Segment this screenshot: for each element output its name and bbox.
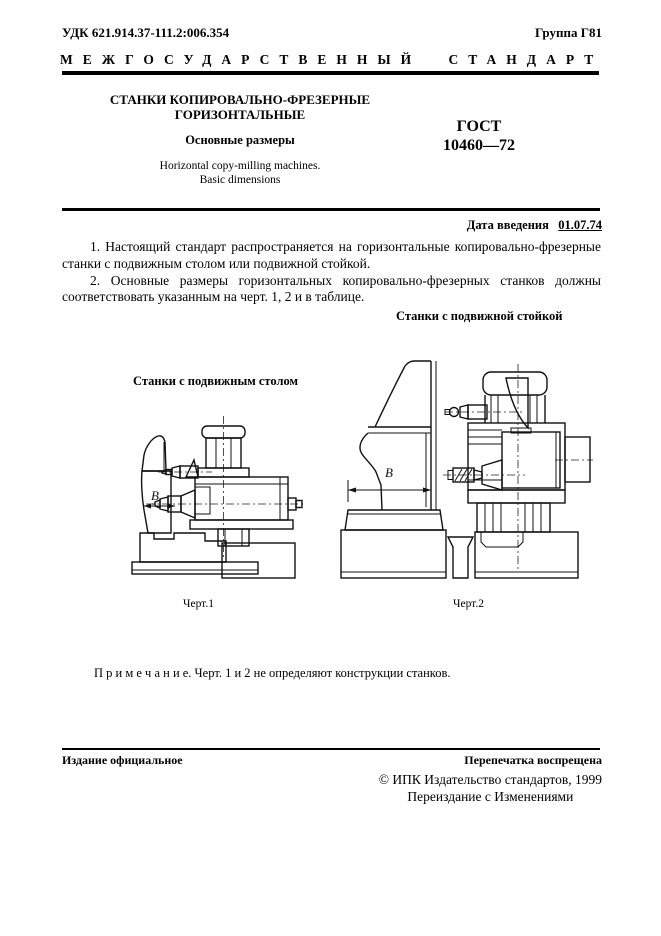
udk-number: УДК 621.914.37-111.2:006.354 — [62, 25, 230, 40]
fig1-lower-flange — [190, 520, 293, 529]
footer-reprint-notice: Перепечатка воспрещена — [464, 753, 602, 767]
fig2-connector — [448, 537, 473, 578]
fig1-left-pedestal — [140, 533, 226, 562]
fig2-stand-lower-contour — [360, 433, 382, 510]
fig2-left-base — [341, 530, 446, 578]
title-ru-line1: СТАНКИ КОПИРОВАЛЬНО-ФРЕЗЕРНЫЕ — [109, 92, 371, 107]
effective-date-value: 01.07.74 — [558, 218, 602, 232]
fig1-base-slab — [132, 562, 258, 574]
fig2-dimension-label: В — [385, 465, 393, 480]
designation-line1: ГОСТ — [456, 118, 502, 135]
fig1-template-upper — [142, 436, 166, 471]
fig2-base-notch — [481, 532, 523, 547]
effective-date-line — [467, 218, 602, 233]
designation-line2: 10460—72 — [443, 137, 515, 154]
title-rule — [62, 208, 600, 211]
paragraph-1: 1. Настоящий стандарт распространяется на горизонтальные копировально-фрезерные станки с подвижным столом или подвижной стойкой. — [62, 239, 601, 271]
note-text: П р и м е ч а н и е. Черт. 1 и 2 не определяют конструкции станков. — [94, 666, 451, 680]
group-code: Группа Г81 — [534, 25, 602, 40]
fig2-lower-flange — [468, 490, 565, 503]
copyright-line1: © ИПК Издательство стандартов, 1999 — [378, 772, 602, 787]
document-title-en — [85, 160, 395, 187]
footer-official-edition: Издание официальное — [62, 753, 183, 767]
fig2-stand-top — [405, 361, 431, 366]
title-en-line1: Horizontal copy-milling machines. — [159, 160, 321, 172]
fig2-stand-upper-contour — [375, 366, 405, 427]
standard-type-heading: МЕЖГОСУДАРСТВЕННЫЙ СТАНДАРТ — [60, 52, 604, 67]
figure-2-caption: Черт.2 — [453, 598, 484, 610]
copyright-block — [379, 772, 602, 805]
title-en-line2: Basic dimensions — [199, 173, 281, 186]
fig2-table — [345, 510, 443, 530]
paragraph-2: 2. Основные размеры горизонтальных копировально-фрезерных станков должны соответствовать указанным на черт. 1, 2 и в таблице. — [62, 272, 601, 305]
standard-designation — [420, 117, 538, 155]
figure-1-drawing — [128, 410, 308, 600]
fig2-wedge — [506, 378, 528, 428]
copyright-line2: Переиздание с Изменениями — [407, 788, 574, 804]
intro-paragraphs — [62, 239, 601, 306]
effective-date-label: Дата введения — [466, 218, 549, 232]
label-movable-column: Станки с подвижной стойкой — [396, 309, 563, 323]
fig1-dimension-label: В — [151, 488, 159, 503]
fig2-head-inner — [502, 432, 560, 488]
document-title-ru — [85, 92, 395, 122]
header-rule — [62, 71, 599, 75]
document-subtitle: Основные размеры — [185, 133, 295, 147]
label-movable-table: Станки с подвижным столом — [133, 374, 298, 388]
fig2-motor-cap — [483, 372, 547, 395]
footer-rule — [62, 748, 600, 750]
fig2-right-base — [475, 532, 578, 578]
title-ru-line2: ГОРИЗОНТАЛЬНЫЕ — [174, 107, 306, 122]
figure-1-caption: Черт.1 — [183, 598, 214, 610]
fig1-bracket — [186, 460, 198, 477]
fig2-right-cylinder — [565, 437, 590, 482]
figure-2-drawing — [333, 350, 595, 592]
fig2-ways — [477, 503, 550, 532]
